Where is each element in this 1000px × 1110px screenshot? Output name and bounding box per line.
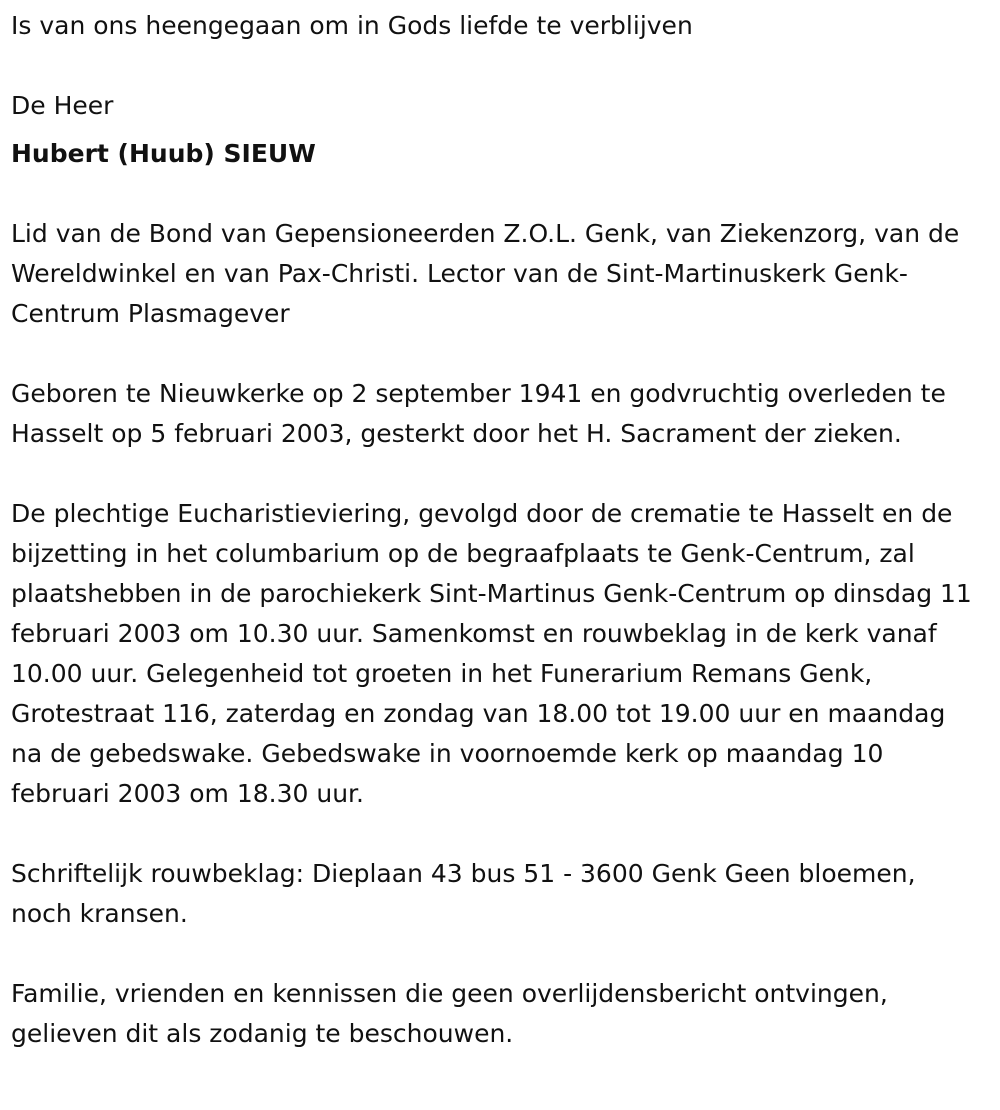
spacer bbox=[11, 174, 975, 214]
memberships-paragraph: Lid van de Bond van Gepensioneerden Z.O.L. Genk, van Ziekenzorg, van de Wereldwinkel en van Pax-Christi. Lector van de Sint-Martinuskerk Genk-Centrum Plasmagever bbox=[11, 219, 960, 328]
spacer bbox=[11, 454, 975, 494]
spacer bbox=[11, 814, 975, 854]
spacer bbox=[11, 934, 975, 974]
birth-death-paragraph: Geboren te Nieuwkerke op 2 september 1941 en godvruchtig overleden te Hasselt op 5 februari 2003, gesterkt door het H. Sacrament der zieken. bbox=[11, 379, 946, 448]
closing-paragraph: Familie, vrienden en kennissen die geen overlijdensbericht ontvingen, gelieven dit als zodanig te beschouwen. bbox=[11, 979, 888, 1048]
salutation: De Heer bbox=[11, 91, 114, 120]
spacer bbox=[11, 126, 975, 134]
spacer bbox=[11, 334, 975, 374]
condolences-paragraph: Schriftelijk rouwbeklag: Dieplaan 43 bus 51 - 3600 Genk Geen bloemen, noch kransen. bbox=[11, 859, 916, 928]
ceremony-paragraph: De plechtige Eucharistieviering, gevolgd door de crematie te Hasselt en de bijzetting in het columbarium op de begraafplaats te Genk-Centrum, zal plaatshebben in de parochiekerk Sint-Martinus Genk-Centrum op dinsdag 11 februari 2003 om 10.30 uur. Samenkomst en rouwbeklag in de kerk vanaf 10.00 uur. Gelegenheid tot groeten in het Funerarium Remans Genk, Grotestraat 116, zaterdag en zondag van 18.00 tot 19.00 uur en maandag na de gebedswake. Gebedswake in voornoemde kerk op maandag 10 februari 2003 om 18.30 uur. bbox=[11, 499, 972, 808]
spacer bbox=[11, 46, 975, 86]
intro-line: Is van ons heengegaan om in Gods liefde te verblijven bbox=[11, 11, 693, 40]
deceased-name: Hubert (Huub) SIEUW bbox=[11, 139, 316, 168]
